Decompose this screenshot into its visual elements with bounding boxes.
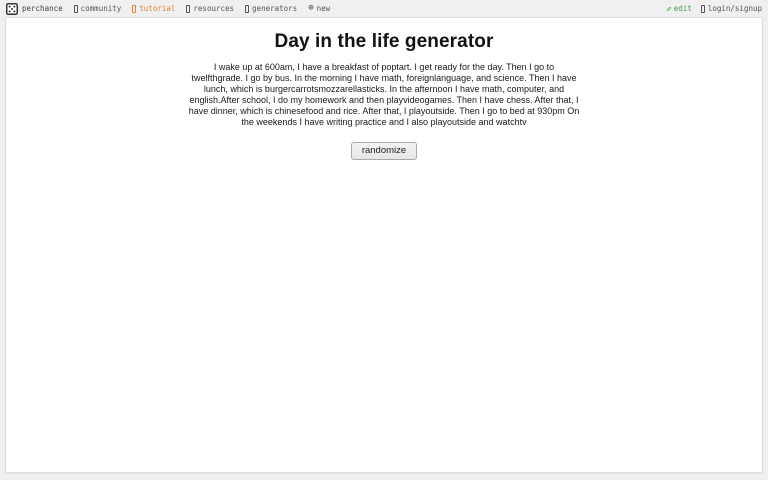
page-title: Day in the life generator bbox=[274, 31, 494, 52]
randomize-button[interactable]: randomize bbox=[351, 142, 417, 160]
nav-label: tutorial bbox=[139, 4, 176, 13]
perchance-dice-logo-icon bbox=[6, 3, 18, 15]
nav-label: community bbox=[80, 4, 122, 13]
generated-output-text: I wake up at 600am, I have a breakfast of poptart. I get ready for the day. Then I go to twelfthgrade. I go by bus. In the morning I have math, foreignlanguage, and science. Then I have lunch, which is burgercarrotsmozzarellasticks. In the afternoon I have math, computer, and english.After school, I do my homework and then playvideogames. Then I have chess. After that, I have dinner, which is chinesefood and rice. After that, I playoutside. Then I go to bed at 930pm On the weekends I have writing practice and I also playoutside and watchtv bbox=[188, 62, 580, 127]
perchance-home-link[interactable] bbox=[6, 3, 63, 15]
circled-plus-icon: ⊕ bbox=[308, 3, 314, 13]
brand-label: perchance bbox=[22, 4, 63, 13]
pencil-icon: ✎ bbox=[664, 6, 674, 11]
page-outline-icon bbox=[245, 5, 249, 13]
nav-item-new[interactable] bbox=[308, 4, 330, 13]
generator-panel bbox=[5, 17, 763, 473]
nav-item-tutorial[interactable] bbox=[132, 4, 175, 13]
door-outline-icon bbox=[701, 5, 705, 13]
page-outline-icon bbox=[132, 5, 136, 13]
nav-item-generators[interactable] bbox=[245, 4, 297, 13]
nav-label: new bbox=[316, 4, 331, 13]
nav-item-resources[interactable] bbox=[186, 4, 234, 13]
edit-label: edit bbox=[673, 4, 692, 13]
page-outline-icon bbox=[186, 5, 190, 13]
nav-item-community[interactable] bbox=[74, 4, 122, 13]
page-outline-icon bbox=[74, 5, 78, 13]
topbar-left-group bbox=[6, 3, 666, 15]
login-signup-link[interactable] bbox=[701, 4, 762, 13]
login-signup-label: login/signup bbox=[707, 4, 762, 13]
top-navigation-bar bbox=[0, 0, 768, 17]
nav-label: generators bbox=[252, 4, 298, 13]
nav-label: resources bbox=[193, 4, 235, 13]
edit-link[interactable] bbox=[666, 4, 692, 13]
topbar-right-group bbox=[666, 4, 762, 13]
